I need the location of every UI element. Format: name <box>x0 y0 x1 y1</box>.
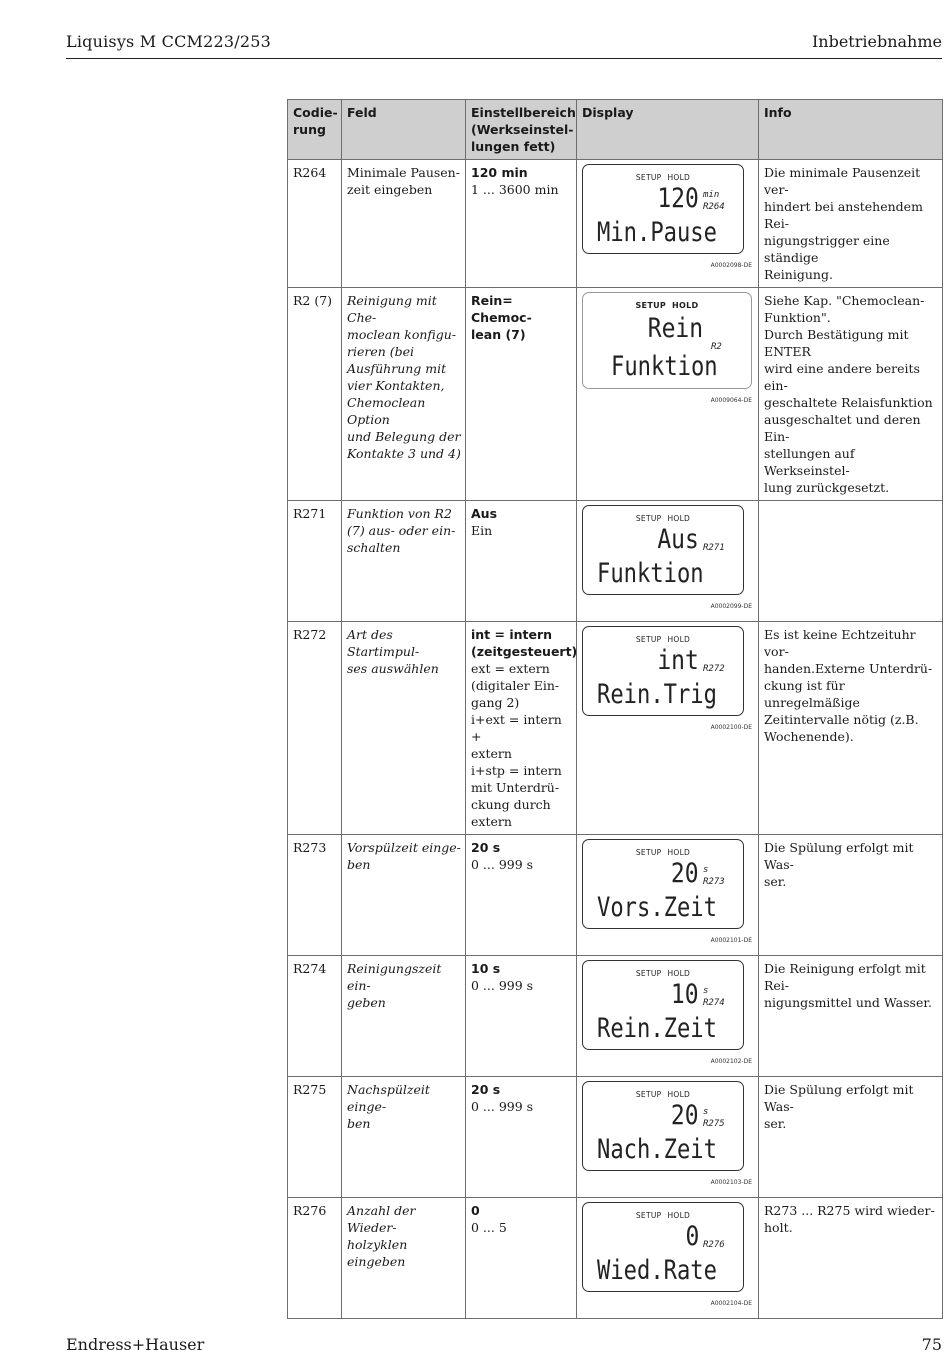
lcd-unit <box>711 329 747 341</box>
lcd-hold-flag: HOLD <box>667 1211 691 1220</box>
range-options: 0 ... 999 s <box>471 978 534 993</box>
table-row <box>288 956 943 1077</box>
table-header-row <box>288 100 943 160</box>
lcd-setup-flag: SETUP <box>635 848 662 857</box>
range-default: Aus <box>471 506 498 521</box>
lcd-unit <box>703 530 739 542</box>
range-cell <box>466 622 577 835</box>
lcd-unit-code <box>703 985 739 1009</box>
lcd-value: 20 <box>671 858 699 889</box>
range-options: ext = extern (digitaler Ein- gang 2) i+ext = intern + extern i+stp = intern mit Unterdrü- ckung durch extern <box>471 661 562 829</box>
lcd-code: R274 <box>703 998 725 1008</box>
lcd-value: Rein <box>647 313 703 344</box>
lcd-unit: s <box>703 986 709 996</box>
range-default: 120 min <box>471 165 528 180</box>
lcd-code: R276 <box>703 1240 725 1250</box>
lcd-display <box>582 1202 744 1292</box>
lcd-setup-flag: SETUP <box>635 1211 662 1220</box>
settings-table <box>287 99 943 1319</box>
lcd-status-flags <box>583 297 751 314</box>
range-cell <box>466 501 577 622</box>
lcd-hold-flag: HOLD <box>667 514 691 523</box>
lcd-hold-flag: HOLD <box>667 969 691 978</box>
figure-reference: A0002100-DE <box>710 724 752 731</box>
field-cell: Minimale Pausen- zeit eingeben <box>342 160 466 288</box>
lcd-setup-flag: SETUP <box>635 514 662 523</box>
header-field: Feld <box>342 100 466 160</box>
lcd-setup-flag: SETUP <box>635 635 662 644</box>
code-cell: R272 <box>288 622 342 835</box>
lcd-unit <box>703 651 739 663</box>
figure-reference: A0002099-DE <box>710 603 752 610</box>
lcd-value: 10 <box>671 979 699 1010</box>
lcd-unit-code <box>703 1106 739 1130</box>
lcd-display <box>582 960 744 1050</box>
code-cell: R273 <box>288 835 342 956</box>
lcd-code: R272 <box>703 664 725 674</box>
lcd-unit <box>703 1227 739 1239</box>
lcd-unit: min <box>703 190 720 200</box>
lcd-unit-code <box>703 1227 739 1251</box>
lcd-display <box>582 292 752 389</box>
lcd-display <box>582 505 744 595</box>
lcd-code: R273 <box>703 877 725 887</box>
lcd-label: Vors.Zeit <box>597 892 717 923</box>
figure-reference: A0002101-DE <box>710 937 752 944</box>
lcd-value: Aus <box>657 524 699 555</box>
info-cell: Die Spülung erfolgt mit Was- ser. <box>759 1077 943 1198</box>
code-cell: R276 <box>288 1198 342 1319</box>
lcd-setup-flag: SETUP <box>635 301 667 310</box>
field-cell: Art des Startimpul- ses auswählen <box>342 622 466 835</box>
figure-reference: A0002102-DE <box>710 1058 752 1065</box>
figure-reference: A0002098-DE <box>710 262 752 269</box>
header-rule <box>66 58 942 59</box>
lcd-unit: s <box>703 1107 709 1117</box>
code-cell: R2 (7) <box>288 288 342 501</box>
table-row <box>288 622 943 835</box>
range-options: 0 ... 5 <box>471 1220 507 1235</box>
lcd-code: R275 <box>703 1119 725 1129</box>
table-row <box>288 1198 943 1319</box>
lcd-code: R271 <box>703 543 725 553</box>
footer-brand: Endress+Hauser <box>66 1335 205 1354</box>
field-cell: Funktion von R2 (7) aus- oder ein- schalten <box>342 501 466 622</box>
range-cell <box>466 956 577 1077</box>
lcd-value: 20 <box>671 1100 699 1131</box>
field-cell: Reinigungszeit ein- geben <box>342 956 466 1077</box>
lcd-label: Funktion <box>611 351 718 382</box>
display-cell <box>577 1198 759 1319</box>
range-options: 0 ... 999 s <box>471 857 534 872</box>
info-cell: Es ist keine Echtzeituhr vor- handen.Externe Unterdrü- ckung ist für unregelmäßige Zeitintervalle nötig (z.B. Wochenende). <box>759 622 943 835</box>
lcd-value: int <box>657 645 699 676</box>
header-code: Codie- rung <box>288 100 342 160</box>
lcd-unit-code <box>703 189 739 213</box>
lcd-unit-code <box>703 864 739 888</box>
display-cell <box>577 1077 759 1198</box>
field-cell: Nachspülzeit einge- ben <box>342 1077 466 1198</box>
lcd-hold-flag: HOLD <box>667 1090 691 1099</box>
table-body <box>288 160 943 1319</box>
table-row <box>288 835 943 956</box>
display-cell <box>577 160 759 288</box>
info-cell: Die Reinigung erfolgt mit Rei- nigungsmittel und Wasser. <box>759 956 943 1077</box>
lcd-setup-flag: SETUP <box>635 1090 662 1099</box>
display-cell <box>577 835 759 956</box>
lcd-display <box>582 839 744 929</box>
field-cell: Vorspülzeit einge- ben <box>342 835 466 956</box>
range-cell <box>466 1077 577 1198</box>
field-cell: Anzahl der Wieder- holzyklen eingeben <box>342 1198 466 1319</box>
code-cell: R274 <box>288 956 342 1077</box>
lcd-label: Rein.Trig <box>597 679 717 710</box>
code-cell: R275 <box>288 1077 342 1198</box>
lcd-code: R264 <box>703 202 725 212</box>
table-row <box>288 1077 943 1198</box>
code-cell: R271 <box>288 501 342 622</box>
lcd-code: R2 <box>711 342 722 352</box>
range-cell <box>466 1198 577 1319</box>
display-cell <box>577 622 759 835</box>
header-display: Display <box>577 100 759 160</box>
range-cell <box>466 835 577 956</box>
info-cell: Die minimale Pausenzeit ver- hindert bei anstehendem Rei- nigungstrigger eine ständige Reinigung. <box>759 160 943 288</box>
lcd-status-flags <box>583 844 743 861</box>
header-info: Info <box>759 100 943 160</box>
field-cell: Reinigung mit Che- moclean konfigu- rieren (bei Ausführung mit vier Kontakten, Chemoclean Option und Belegung der Kontakte 3 und 4) <box>342 288 466 501</box>
lcd-hold-flag: HOLD <box>667 173 691 182</box>
info-cell: R273 ... R275 wird wieder- holt. <box>759 1198 943 1319</box>
display-cell <box>577 288 759 501</box>
lcd-hold-flag: HOLD <box>667 848 691 857</box>
table-row <box>288 288 943 501</box>
lcd-setup-flag: SETUP <box>635 969 662 978</box>
range-default: 20 s <box>471 1082 501 1097</box>
lcd-status-flags <box>583 965 743 982</box>
range-default: 20 s <box>471 840 501 855</box>
figure-reference: A0002104-DE <box>710 1300 752 1307</box>
range-default: 0 <box>471 1203 480 1218</box>
lcd-label: Funktion <box>597 558 704 589</box>
header-section-title: Inbetriebnahme <box>811 32 942 51</box>
lcd-unit: s <box>703 865 709 875</box>
lcd-hold-flag: HOLD <box>667 635 691 644</box>
range-default: Rein= Chemoc- lean (7) <box>471 293 532 342</box>
figure-reference: A0002103-DE <box>710 1179 752 1186</box>
lcd-label: Wied.Rate <box>597 1255 717 1286</box>
lcd-hold-flag: HOLD <box>672 301 699 310</box>
lcd-label: Rein.Zeit <box>597 1013 717 1044</box>
lcd-status-flags <box>583 1207 743 1224</box>
lcd-label: Nach.Zeit <box>597 1134 717 1165</box>
lcd-display <box>582 626 744 716</box>
lcd-unit-code <box>703 651 739 675</box>
lcd-status-flags <box>583 1086 743 1103</box>
lcd-display <box>582 1081 744 1171</box>
header-range: Einstellbereich (Werkseinstel- lungen fett) <box>466 100 577 160</box>
lcd-value: 120 <box>657 183 699 214</box>
lcd-label: Min.Pause <box>597 217 717 248</box>
range-options: 1 ... 3600 min <box>471 182 559 197</box>
table-row <box>288 501 943 622</box>
lcd-value: 0 <box>685 1221 699 1252</box>
info-cell <box>759 501 943 622</box>
info-cell: Die Spülung erfolgt mit Was- ser. <box>759 835 943 956</box>
header-document-title: Liquisys M CCM223/253 <box>66 32 271 51</box>
figure-reference: A0009064-DE <box>710 397 752 404</box>
display-cell <box>577 956 759 1077</box>
page-number: 75 <box>921 1335 942 1354</box>
lcd-setup-flag: SETUP <box>635 173 662 182</box>
range-default: 10 s <box>471 961 501 976</box>
table-row <box>288 160 943 288</box>
range-options: Ein <box>471 523 493 538</box>
range-options: 0 ... 999 s <box>471 1099 534 1114</box>
display-cell <box>577 501 759 622</box>
code-cell: R264 <box>288 160 342 288</box>
range-cell <box>466 160 577 288</box>
range-default: int = intern (zeitgesteuert) <box>471 627 578 659</box>
lcd-display <box>582 164 744 254</box>
info-cell: Siehe Kap. "Chemoclean- Funktion". Durch Bestätigung mit ENTER wird eine andere bereits ein- geschaltete Relaisfunktion ausgeschaltet und deren Ein- stellungen auf Werkseinstel- lung zurückgesetzt. <box>759 288 943 501</box>
range-cell <box>466 288 577 501</box>
lcd-unit-code <box>703 530 739 554</box>
lcd-unit-code <box>711 329 747 353</box>
